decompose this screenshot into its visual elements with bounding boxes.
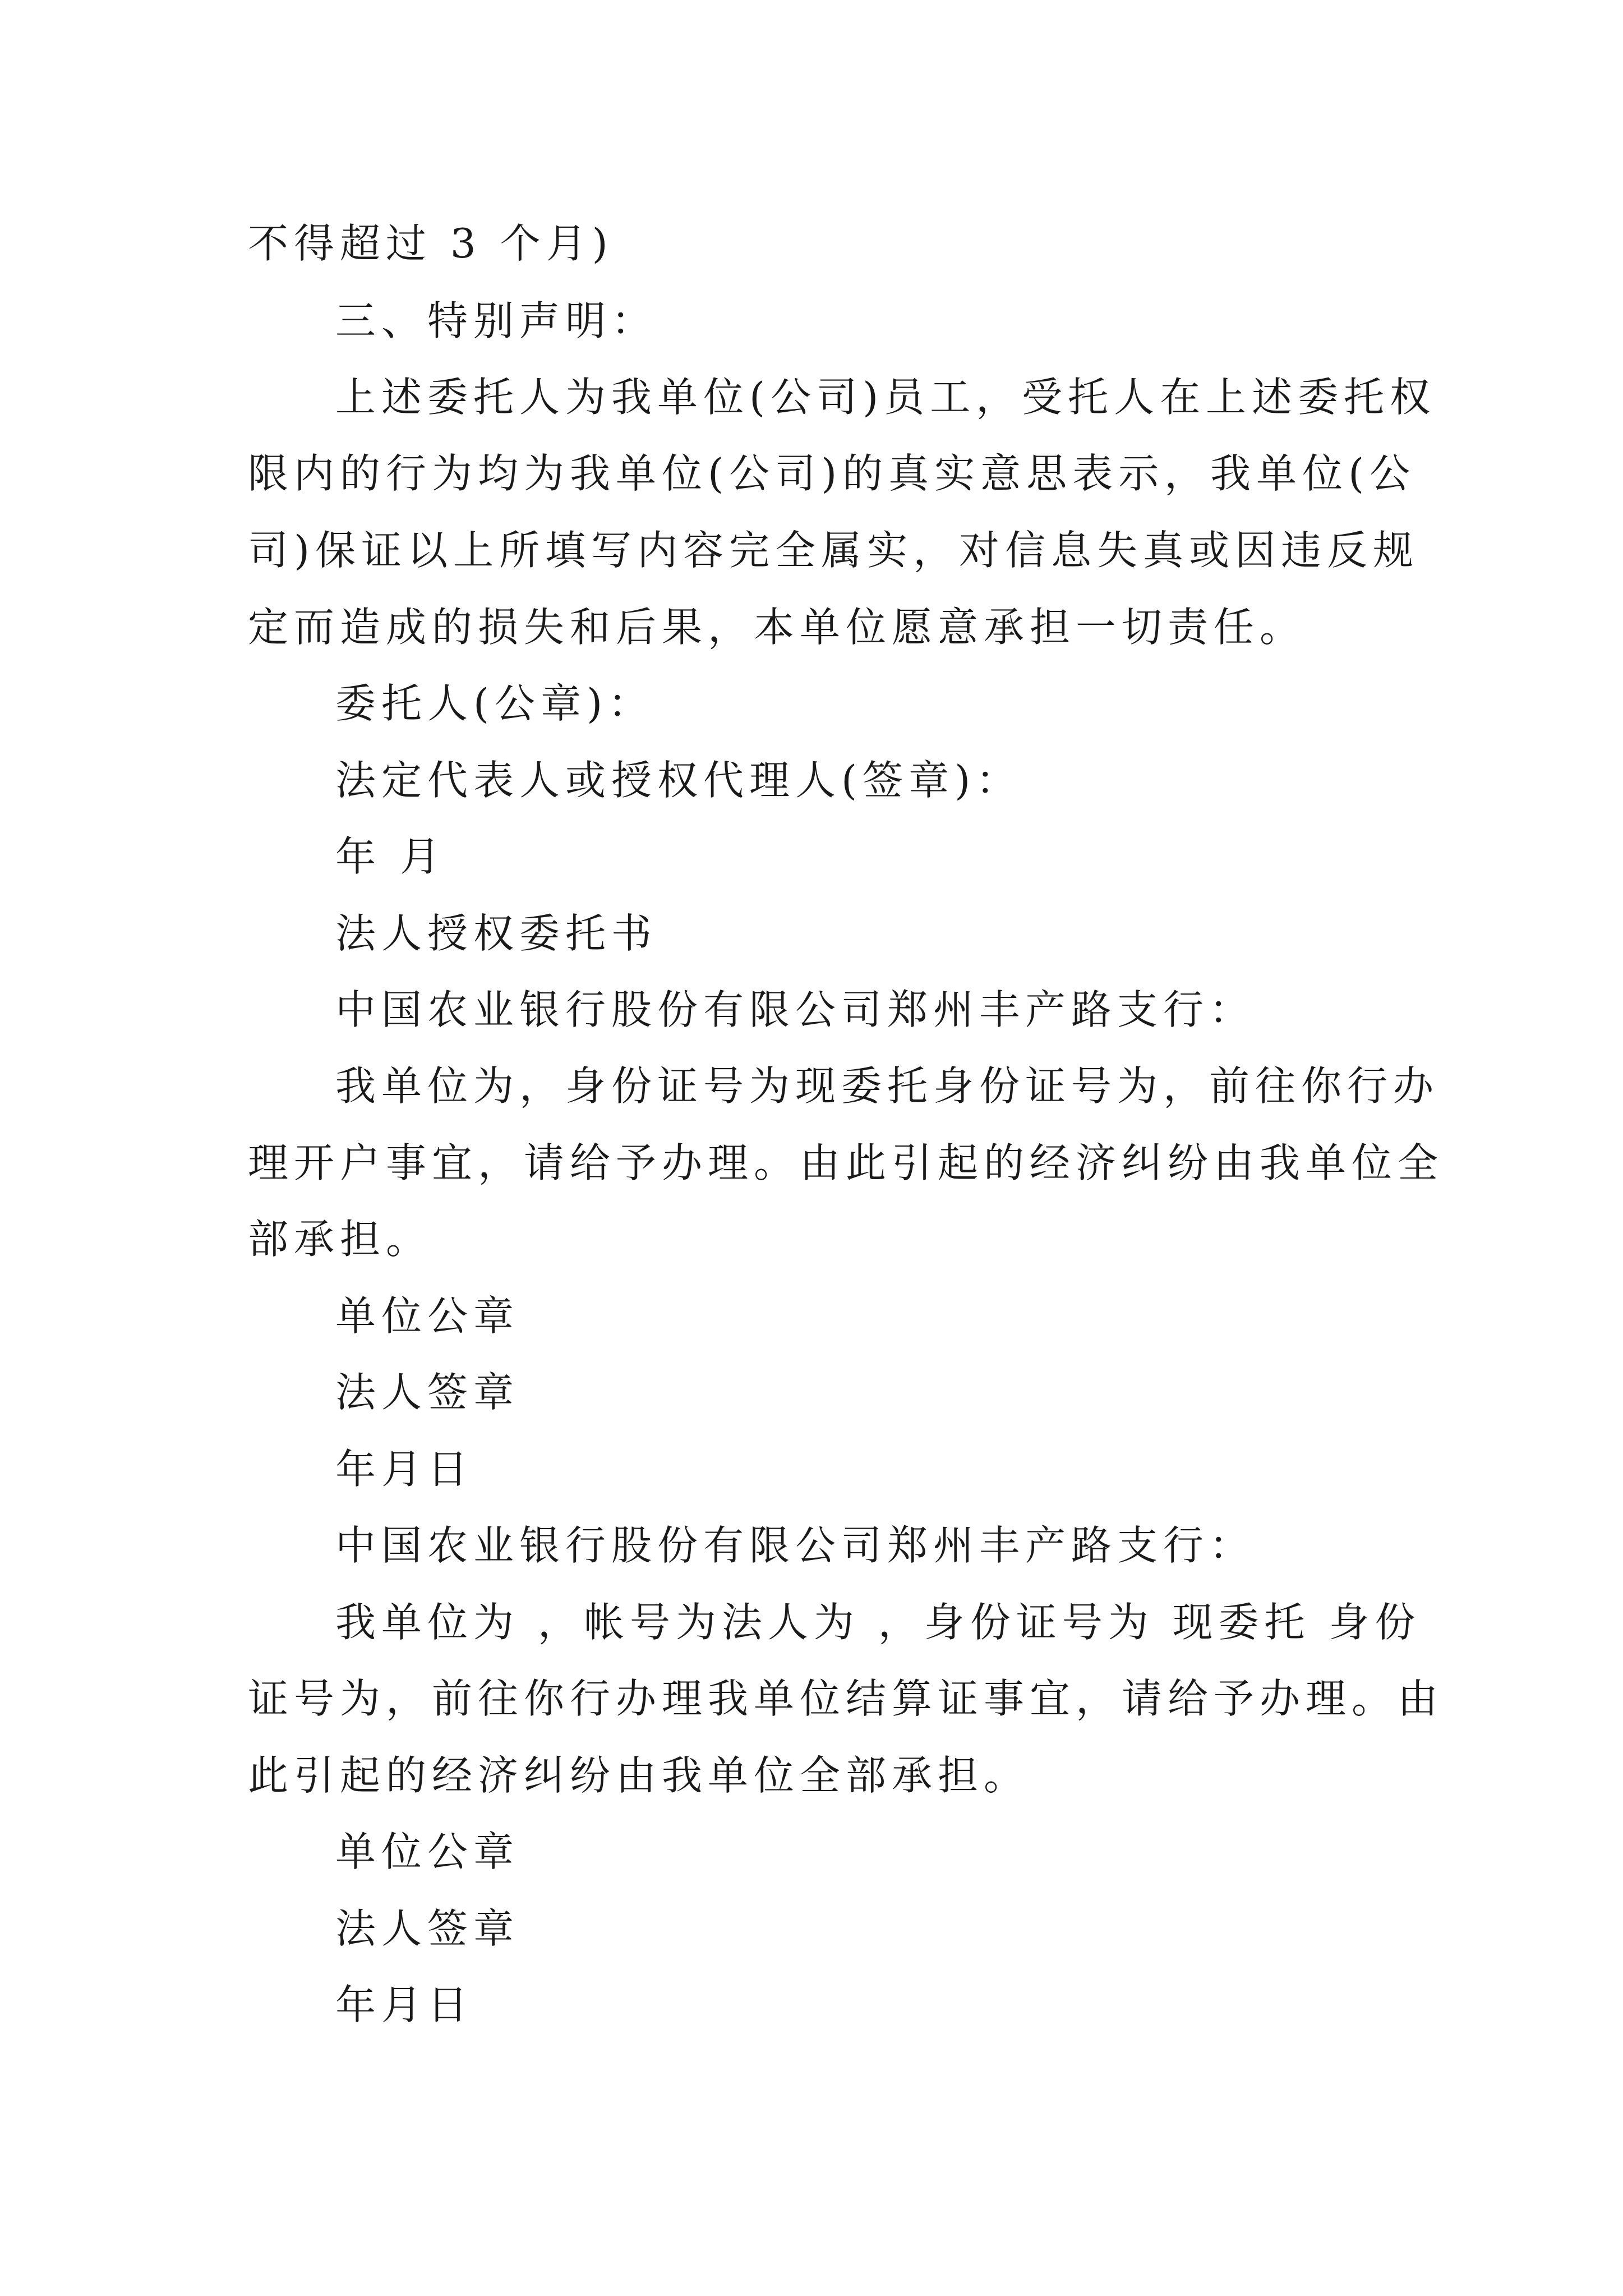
text-line-3: 上述委托人为我单位(公司)员工，受托人在上述委托权 — [335, 374, 1436, 421]
text-line-19: 我单位为 ，帐号为法人为 ，身份证号为 现委托 身份 — [335, 1599, 1421, 1646]
text-line-1: 不得超过 3 个月) — [248, 220, 614, 267]
text-line-6: 定而造成的损失和后果，本单位愿意承担一切责任。 — [248, 604, 1306, 651]
text-line-4: 限内的行为均为我单位(公司)的真实意思表示，我单位(公 — [248, 450, 1416, 497]
unit-seal-label-2: 单位公章 — [335, 1828, 520, 1875]
text-line-12: 我单位为，身份证号为现委托身份证号为，前往你行办 — [335, 1062, 1440, 1110]
date-line-1: 年 月 — [335, 833, 446, 880]
section-heading-special-statement: 三、特别声明： — [335, 297, 658, 344]
date-line-3: 年月日 — [335, 1981, 474, 2028]
date-line-2: 年月日 — [335, 1446, 474, 1493]
addressee-line-1: 中国农业银行股份有限公司郑州丰产路支行： — [335, 986, 1256, 1033]
addressee-line-2: 中国农业银行股份有限公司郑州丰产路支行： — [335, 1522, 1256, 1569]
unit-seal-label-1: 单位公章 — [335, 1292, 520, 1340]
entrustor-seal-label: 委托人(公章)： — [335, 680, 654, 727]
text-line-14: 部承担。 — [248, 1216, 432, 1263]
document-title: 法人授权委托书 — [335, 910, 658, 957]
legal-representative-signature-label: 法定代表人或授权代理人(签章)： — [335, 757, 1022, 804]
text-line-21: 此引起的经济纠纷由我单位全部承担。 — [248, 1752, 1030, 1799]
legal-person-signature-label-2: 法人签章 — [335, 1905, 520, 1952]
text-line-13: 理开户事宜，请给予办理。由此引起的经济纠纷由我单位全 — [248, 1139, 1444, 1186]
text-line-5: 司)保证以上所填写内容完全属实，对信息失真或因违反规 — [248, 527, 1419, 574]
text-line-20: 证号为，前往你行办理我单位结算证事宜，请给予办理。由 — [248, 1675, 1444, 1722]
legal-person-signature-label-1: 法人签章 — [335, 1369, 520, 1416]
